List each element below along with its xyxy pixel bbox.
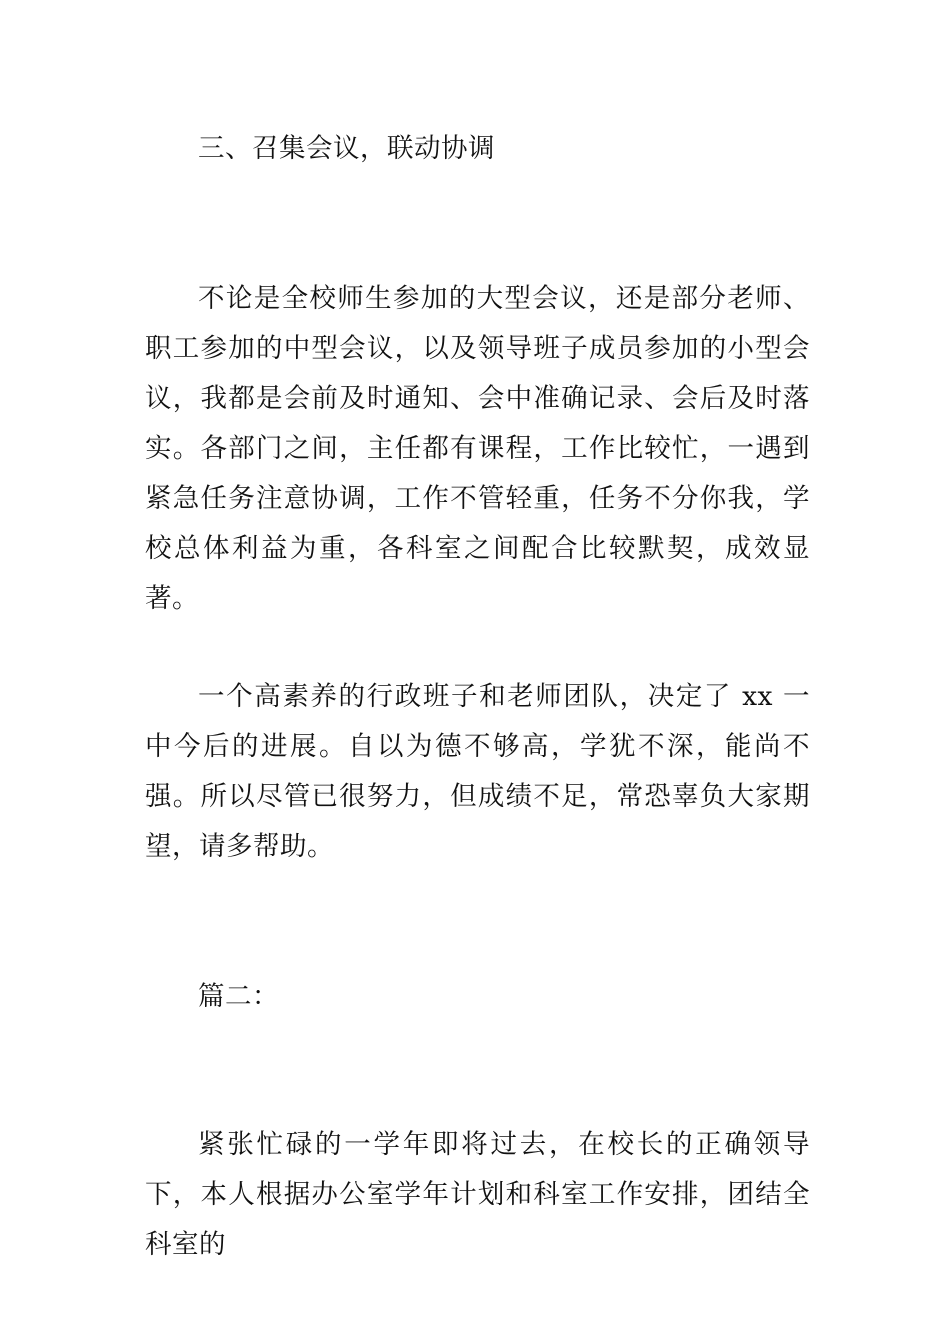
part-heading: 篇二： — [198, 981, 279, 1012]
paragraph: 紧张忙碌的一学年即将过去，在校长的正确领导下，本人根据办公室学年计划和科室工作安排，团结全科室的 — [145, 1129, 810, 1260]
section-heading: 三、召集会议，联动协调 — [198, 133, 495, 164]
paragraph: 一个高素养的行政班子和老师团队，决定了 xx 一中今后的进展。自以为德不够高，学犹不深，能尚不强。所以尽管已很努力，但成绩不足，常恐辜负大家期望，请多帮助。 — [145, 681, 810, 862]
paragraph: 不论是全校师生参加的大型会议，还是部分老师、职工参加的中型会议，以及领导班子成员参加的小型会议，我都是会前及时通知、会中准确记录、会后及时落实。各部门之间，主任都有课程，工作比较忙，一遇到紧急任务注意协调，工作不管轻重，任务不分你我，学校总体利益为重，各科室之间配合比较默契，成效显著。 — [145, 283, 810, 614]
